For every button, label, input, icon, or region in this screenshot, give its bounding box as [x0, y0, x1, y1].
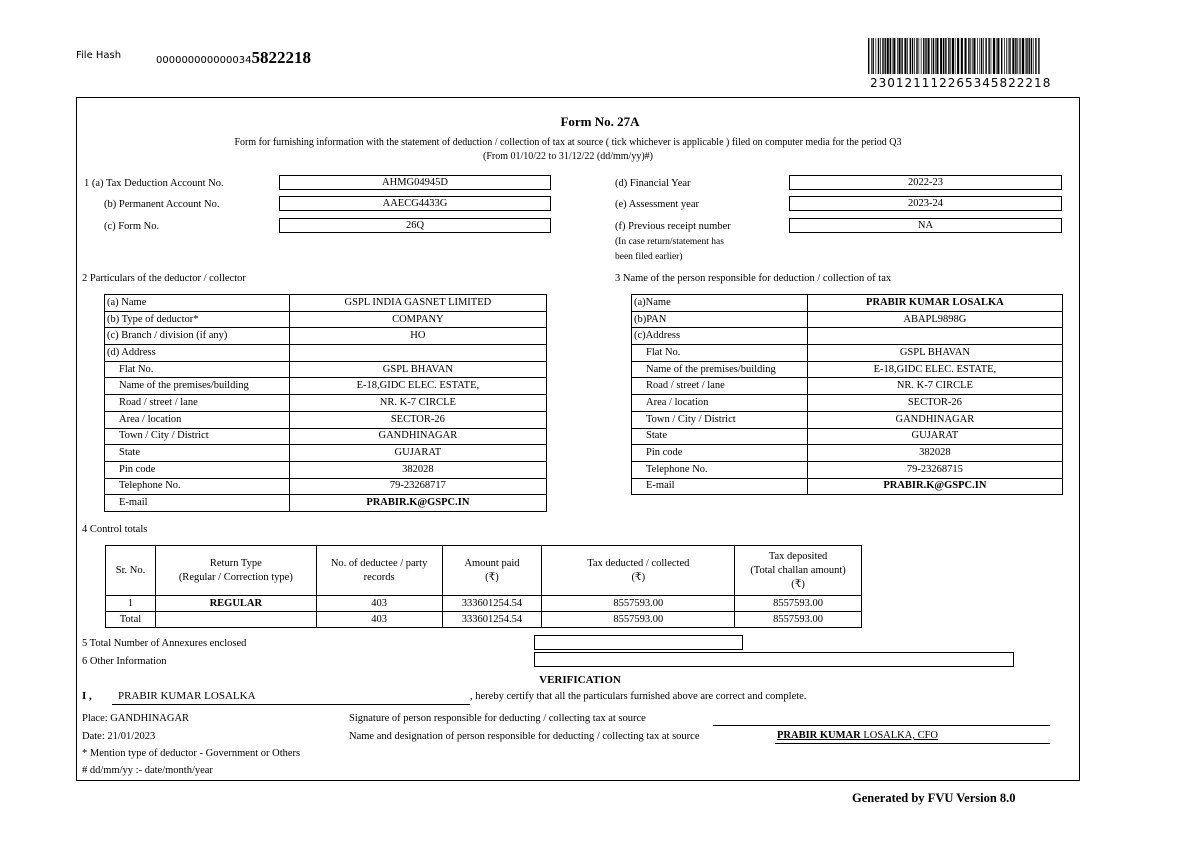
barcode-bar: [1038, 38, 1039, 74]
barcode-bar: [961, 38, 963, 74]
responsible-person-table: [631, 294, 1063, 495]
header-return-type: [155, 546, 316, 596]
barcode-bar: [1008, 38, 1009, 74]
header-sr: Sr. No.: [106, 546, 156, 596]
header-tax-deducted-line2: (₹): [631, 571, 646, 583]
person-row: [632, 411, 1063, 428]
person-row: [632, 378, 1063, 395]
deductor-row-label: (d) Address: [105, 345, 290, 362]
annexures-label: 5 Total Number of Annexures enclosed: [82, 638, 247, 649]
deductor-row: [105, 361, 547, 378]
place-value: GANDHINAGAR: [110, 713, 190, 724]
person-row-label: (a)Name: [632, 295, 808, 312]
deductor-row-value: E-18,GIDC ELEC. ESTATE,: [289, 378, 546, 395]
form-subtitle: Form for furnishing information with the statement of deduction / collection of tax at source ( tick whichever is applicable ) filed on computer media for the period Q3: [234, 137, 902, 148]
deductor-row-value: 79-23268717: [289, 478, 546, 495]
person-row-value: ABAPL9898G: [807, 311, 1062, 328]
barcode-bar: [931, 38, 932, 74]
verification-name-line: [112, 690, 470, 705]
barcode-bar: [997, 38, 999, 74]
person-row: [632, 395, 1063, 412]
fy-label: (d) Financial Year: [615, 178, 691, 189]
deductor-row: [105, 428, 547, 445]
barcode-bar: [871, 38, 872, 74]
date-row: [82, 731, 155, 742]
person-row-value: NR. K-7 CIRCLE: [807, 378, 1062, 395]
prev-receipt-note-1: (In case return/statement has: [615, 237, 724, 247]
deductor-row-value: PRABIR.K@GSPC.IN: [289, 495, 546, 512]
header-amount-line1: Amount paid: [464, 557, 520, 569]
barcode-bar: [916, 38, 917, 74]
signature-line: [713, 713, 1050, 726]
deductor-heading: 2 Particulars of the deductor / collector: [82, 273, 246, 284]
prev-receipt-value-box: NA: [789, 218, 1062, 233]
barcode-bar: [977, 38, 978, 74]
barcode-bar: [996, 38, 997, 74]
barcode-bar: [921, 38, 922, 74]
barcode-bar: [968, 38, 969, 74]
barcode-bar: [885, 38, 886, 74]
barcode-bar: [1017, 38, 1018, 74]
barcode-bar: [936, 38, 938, 74]
control-cell-sr: Total: [106, 612, 156, 628]
person-row-label: Name of the premises/building: [632, 361, 808, 378]
barcode-bar: [1006, 38, 1007, 74]
barcode-bar: [923, 38, 924, 74]
barcode-bar: [878, 38, 879, 74]
barcode-bar: [1022, 38, 1024, 74]
person-row-value: PRABIR.K@GSPC.IN: [807, 478, 1062, 495]
person-row: [632, 361, 1063, 378]
form-no-value-box: 26Q: [279, 218, 551, 233]
barcode-bar: [991, 38, 992, 74]
ay-label: (e) Assessment year: [615, 199, 699, 210]
deductor-table: [104, 294, 547, 512]
deductor-row: [105, 495, 547, 512]
deductor-row-value: GUJARAT: [289, 445, 546, 462]
barcode-bar: [983, 38, 984, 74]
person-row-value: PRABIR KUMAR LOSALKA: [807, 295, 1062, 312]
barcode-image: [868, 38, 1040, 74]
designation-rest: LOSALKA, CFO: [860, 730, 939, 741]
fy-value-box: 2022-23: [789, 175, 1062, 190]
barcode-bar: [972, 38, 973, 74]
person-row-value: GUJARAT: [807, 428, 1062, 445]
date-label: Date:: [82, 731, 105, 742]
deductor-row-value: GSPL BHAVAN: [289, 361, 546, 378]
person-row-label: (b)PAN: [632, 311, 808, 328]
control-cell-deposited: 8557593.00: [735, 612, 862, 628]
verification-i-label: I ,: [82, 690, 92, 702]
barcode-bar: [893, 38, 895, 74]
designation-name: PRABIR KUMAR: [777, 730, 861, 741]
note-deductor-type: * Mention type of deductor - Government or Others: [82, 748, 301, 759]
barcode-bar: [887, 38, 889, 74]
deductor-row-label: Flat No.: [105, 361, 290, 378]
deductor-row-value: 382028: [289, 461, 546, 478]
barcode-bar: [940, 38, 942, 74]
barcode-bar: [985, 38, 986, 74]
other-info-value-box: [534, 652, 1014, 667]
barcode-bar: [907, 38, 908, 74]
header-tax-deposited: [735, 546, 862, 596]
header-deductee-line1: No. of deductee / party: [330, 557, 428, 569]
file-hash-value: [156, 48, 311, 68]
header-deductee: [316, 546, 442, 596]
tan-value-box: AHMG04945D: [279, 175, 551, 190]
barcode-bar: [1026, 38, 1027, 74]
barcode-bar: [1031, 38, 1032, 74]
person-row-value: GSPL BHAVAN: [807, 345, 1062, 362]
deductor-row-label: Name of the premises/building: [105, 378, 290, 395]
barcode-bar: [1009, 38, 1010, 74]
header-return-type-line2: (Regular / Correction type): [178, 571, 293, 583]
control-totals-table: [105, 545, 862, 628]
deductor-row-value: [289, 345, 546, 362]
responsible-person-heading: 3 Name of the person responsible for deduction / collection of tax: [615, 273, 892, 284]
tan-label: 1 (a) Tax Deduction Account No.: [84, 178, 224, 189]
barcode-bar: [973, 38, 975, 74]
deductor-row-label: E-mail: [105, 495, 290, 512]
place-row: [82, 713, 189, 724]
generated-by: Generated by FVU Version 8.0: [852, 791, 1016, 805]
file-hash-prefix: 000000000000034: [156, 55, 252, 66]
deductor-row-value: NR. K-7 CIRCLE: [289, 395, 546, 412]
signature-label: Signature of person responsible for deducting / collecting tax at source: [349, 713, 646, 724]
person-row-value: SECTOR-26: [807, 395, 1062, 412]
place-label: Place:: [82, 713, 108, 724]
barcode-bar: [892, 38, 893, 74]
deductor-row: [105, 411, 547, 428]
deductor-row-label: Town / City / District: [105, 428, 290, 445]
verification-name: PRABIR KUMAR LOSALKA: [118, 690, 256, 702]
person-row-label: Telephone No.: [632, 461, 808, 478]
control-cell-deducted: 8557593.00: [542, 612, 735, 628]
person-row-label: Area / location: [632, 395, 808, 412]
barcode-bar: [965, 38, 967, 74]
barcode-bar: [1004, 38, 1005, 74]
pan-label: (b) Permanent Account No.: [104, 199, 220, 210]
barcode-bar: [1019, 38, 1020, 74]
control-cell-amount: 333601254.54: [442, 596, 542, 612]
control-cell-type: [155, 612, 316, 628]
barcode-bar: [1033, 38, 1034, 74]
barcode-bar: [952, 38, 954, 74]
deductor-row: [105, 445, 547, 462]
person-row: [632, 328, 1063, 345]
barcode-bar: [933, 38, 934, 74]
header-deductee-line2: records: [363, 571, 395, 583]
file-hash-bold: 5822218: [251, 48, 311, 67]
designation-label: Name and designation of person responsible for deducting / collecting tax at source: [349, 731, 700, 742]
control-cell-type: REGULAR: [155, 596, 316, 612]
barcode-bar: [868, 38, 869, 74]
header-tax-deposited-line2: (Total challan amount): [750, 564, 846, 576]
prev-receipt-note-2: been filed earlier): [615, 252, 683, 262]
deductor-row-value: SECTOR-26: [289, 411, 546, 428]
header-tax-deducted: [542, 546, 735, 596]
control-cell-sr: 1: [106, 596, 156, 612]
deductor-row-value: GANDHINAGAR: [289, 428, 546, 445]
person-row: [632, 311, 1063, 328]
deductor-row-label: State: [105, 445, 290, 462]
barcode-bar: [950, 38, 951, 74]
person-row-label: Flat No.: [632, 345, 808, 362]
deductor-row-label: (c) Branch / division (if any): [105, 328, 290, 345]
control-cell-deposited: 8557593.00: [735, 596, 862, 612]
barcode-bar: [1029, 38, 1030, 74]
header-tax-deposited-line1: Tax deposited: [768, 550, 828, 562]
ay-value-box: 2023-24: [789, 196, 1062, 211]
barcode-bar: [979, 38, 980, 74]
person-row: [632, 295, 1063, 312]
barcode-bar: [945, 38, 946, 74]
other-info-label: 6 Other Information: [82, 656, 167, 667]
control-totals-heading: 4 Control totals: [82, 524, 148, 535]
barcode-bar: [1012, 38, 1014, 74]
person-row-value: 79-23268715: [807, 461, 1062, 478]
person-row-value: E-18,GIDC ELEC. ESTATE,: [807, 361, 1062, 378]
barcode-bar: [904, 38, 906, 74]
person-row-value: GANDHINAGAR: [807, 411, 1062, 428]
person-row-label: (c)Address: [632, 328, 808, 345]
barcode-bar: [1015, 38, 1016, 74]
barcode-bar: [993, 38, 995, 74]
control-header-row: [106, 546, 862, 596]
control-cell-records: 403: [316, 612, 442, 628]
barcode-bar: [988, 38, 989, 74]
deductor-row: [105, 311, 547, 328]
barcode-bar: [957, 38, 959, 74]
person-row-label: E-mail: [632, 478, 808, 495]
deductor-row-label: Area / location: [105, 411, 290, 428]
person-row: [632, 345, 1063, 362]
verification-heading: VERIFICATION: [539, 674, 621, 686]
barcode-number: 230121112265345822218: [870, 76, 1052, 90]
header-amount-line2: (₹): [485, 571, 499, 583]
person-row-value: 382028: [807, 445, 1062, 462]
deductor-row: [105, 478, 547, 495]
header-amount: [442, 546, 542, 596]
barcode-bar: [955, 38, 956, 74]
barcode-bar: [910, 38, 911, 74]
barcode-bar: [970, 38, 971, 74]
header-tax-deposited-line3: (₹): [791, 578, 805, 590]
deductor-row: [105, 345, 547, 362]
deductor-row-value: COMPANY: [289, 311, 546, 328]
barcode-bar: [882, 38, 883, 74]
barcode-bar: [1035, 38, 1036, 74]
barcode-bar: [890, 38, 891, 74]
barcode-bar: [1020, 38, 1021, 74]
barcode-bar: [899, 38, 901, 74]
person-row-label: Road / street / lane: [632, 378, 808, 395]
person-row: [632, 461, 1063, 478]
barcode-bar: [912, 38, 913, 74]
deductor-row-label: (b) Type of deductor*: [105, 311, 290, 328]
barcode-bar: [1001, 38, 1002, 74]
form-title: Form No. 27A: [560, 114, 640, 129]
deductor-row-label: Pin code: [105, 461, 290, 478]
person-row-label: Town / City / District: [632, 411, 808, 428]
note-date-format: # dd/mm/yy :- date/month/year: [82, 765, 213, 776]
barcode-bar: [981, 38, 982, 74]
person-row-label: State: [632, 428, 808, 445]
barcode-bar: [876, 38, 877, 74]
deductor-row-label: Telephone No.: [105, 478, 290, 495]
barcode-bar: [914, 38, 915, 74]
barcode-bar: [873, 38, 874, 74]
barcode-bar: [897, 38, 898, 74]
person-row-value: [807, 328, 1062, 345]
deductor-row: [105, 378, 547, 395]
deductor-row: [105, 295, 547, 312]
date-value: 21/01/2023: [107, 731, 156, 742]
header-tax-deducted-line1: Tax deducted / collected: [587, 557, 690, 569]
deductor-row-label: Road / street / lane: [105, 395, 290, 412]
deductor-row-value: HO: [289, 328, 546, 345]
pan-value-box: AAECG4433G: [279, 196, 551, 211]
deductor-row: [105, 395, 547, 412]
prev-receipt-label: (f) Previous receipt number: [615, 221, 731, 232]
barcode-bar: [901, 38, 902, 74]
file-hash-label: File Hash: [76, 50, 122, 61]
deductor-row-value: GSPL INDIA GASNET LIMITED: [289, 295, 546, 312]
control-cell-deducted: 8557593.00: [542, 596, 735, 612]
form-period: (From 01/10/22 to 31/12/22 (dd/mm/yy)#): [483, 151, 653, 162]
control-cell-amount: 333601254.54: [442, 612, 542, 628]
person-row: [632, 478, 1063, 495]
verification-certify: , hereby certify that all the particulars furnished above are correct and complete.: [470, 691, 807, 702]
deductor-row: [105, 461, 547, 478]
person-row: [632, 445, 1063, 462]
barcode-bar: [925, 38, 926, 74]
barcode-bar: [935, 38, 936, 74]
barcode-bar: [1025, 38, 1026, 74]
person-row-label: Pin code: [632, 445, 808, 462]
control-cell-records: 403: [316, 596, 442, 612]
deductor-row-label: (a) Name: [105, 295, 290, 312]
header-return-type-line1: Return Type: [209, 557, 262, 569]
barcode-bar: [943, 38, 944, 74]
annexures-value-box: [534, 635, 743, 650]
barcode-bar: [919, 38, 920, 74]
control-totals-row: [106, 596, 862, 612]
barcode-bar: [928, 38, 930, 74]
barcode-bar: [880, 38, 881, 74]
designation-line: [775, 730, 1050, 744]
barcode-bar: [948, 38, 949, 74]
form-no-label: (c) Form No.: [104, 221, 160, 232]
control-totals-row: [106, 612, 862, 628]
deductor-row: [105, 328, 547, 345]
person-row: [632, 428, 1063, 445]
